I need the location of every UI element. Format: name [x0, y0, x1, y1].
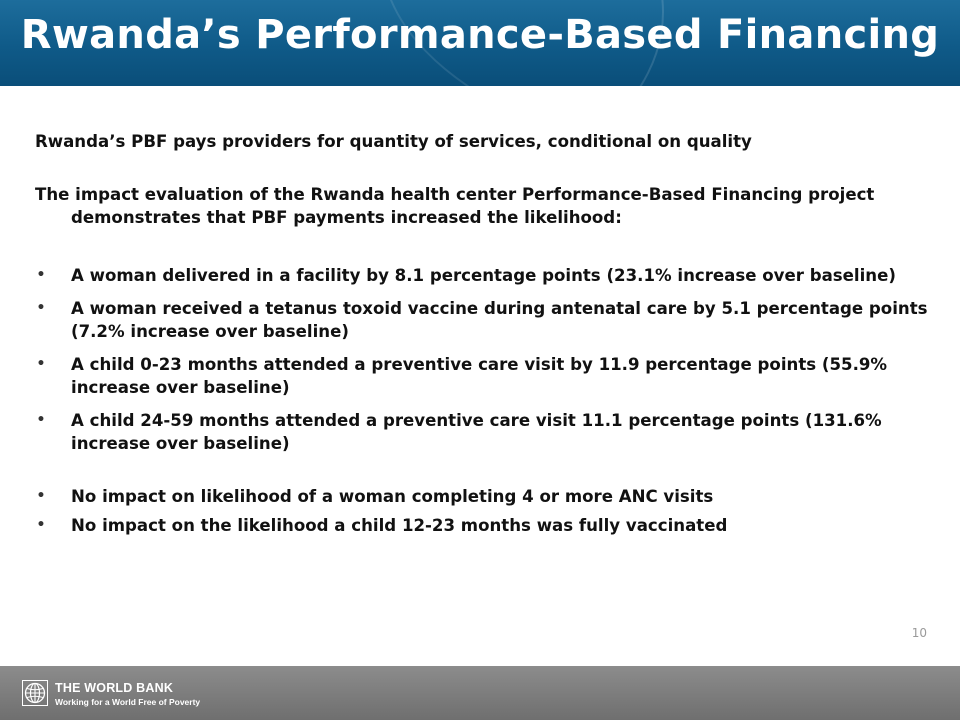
slide-body — [35, 130, 930, 543]
logo-name: THE WORLD BANK — [55, 681, 174, 695]
bullet-icon: • — [36, 356, 46, 372]
bullet-icon: • — [36, 412, 46, 428]
finding-text: A woman received a tetanus toxoid vaccine during antenatal care by 5.1 percentage points (7.2% increase over baseline) — [71, 299, 928, 341]
list-item — [35, 409, 930, 455]
list-item — [35, 514, 930, 537]
list-item — [35, 485, 930, 508]
finding-text: A child 0-23 months attended a preventive care visit by 11.9 percentage points (55.9% increase over baseline) — [71, 355, 888, 397]
list-item — [35, 264, 930, 287]
intro-paragraph: Rwanda’s PBF pays providers for quantity of services, conditional on quality — [35, 132, 752, 151]
no-impact-text: No impact on likelihood of a woman completing 4 or more ANC visits — [71, 487, 714, 506]
list-item — [35, 353, 930, 399]
world-bank-globe-icon — [22, 680, 48, 706]
slide-title: Rwanda’s Performance-Based Financing — [20, 12, 940, 58]
page-number: 10 — [911, 626, 927, 640]
no-impact-list — [35, 485, 930, 537]
findings-list — [35, 264, 930, 455]
footer-band — [0, 666, 960, 720]
bullet-icon: • — [36, 488, 46, 504]
evaluation-paragraph: The impact evaluation of the Rwanda health center Performance-Based Financing project demonstrates that PBF payments increased the likelihood: — [35, 185, 875, 227]
bullet-icon: • — [36, 300, 46, 316]
no-impact-text: No impact on the likelihood a child 12-23 months was fully vaccinated — [71, 516, 728, 535]
bullet-icon: • — [36, 517, 46, 533]
finding-text: A woman delivered in a facility by 8.1 percentage points (23.1% increase over baseline) — [71, 266, 896, 285]
logo-tagline: Working for a World Free of Poverty — [55, 697, 201, 707]
finding-text: A child 24-59 months attended a preventive care visit 11.1 percentage points (131.6% increase over baseline) — [71, 411, 882, 453]
bullet-icon: • — [36, 267, 46, 283]
list-item — [35, 297, 930, 343]
title-banner — [0, 0, 960, 86]
